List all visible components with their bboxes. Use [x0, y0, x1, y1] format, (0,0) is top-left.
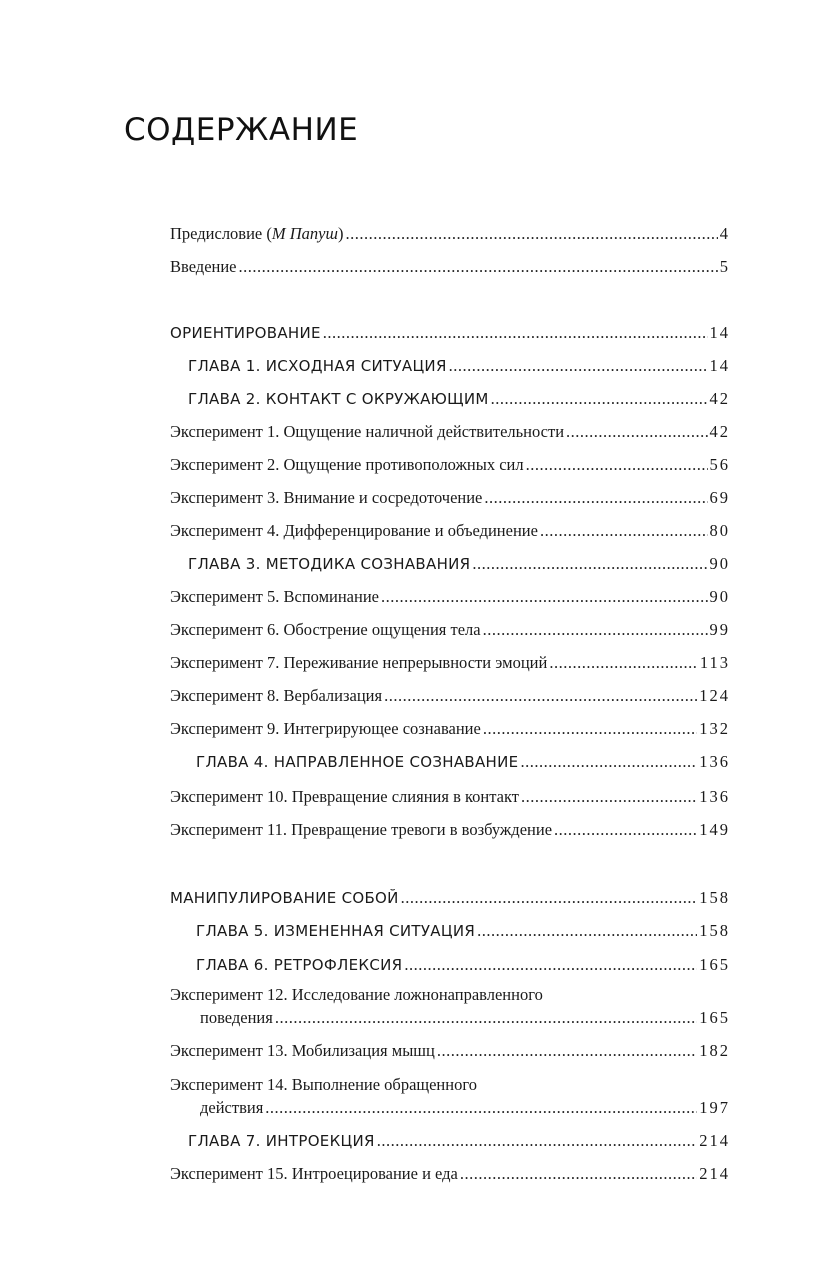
dot-leader [377, 1131, 698, 1151]
dot-leader [345, 224, 717, 244]
toc-entry-label: Эксперимент 15. Интроецирование и еда [170, 1164, 458, 1183]
toc-entry-label: ГЛАВА 4. НАПРАВЛЕННОЕ СОЗНАВАНИЕ [196, 753, 519, 771]
toc-page-number: 4 [719, 224, 730, 243]
toc-entry-label: Эксперимент 2. Ощущение противоположных сил [170, 455, 524, 474]
toc-page-number: 182 [699, 1041, 730, 1060]
dot-leader [239, 257, 718, 277]
toc-entry-label: Эксперимент 8. Вербализация [170, 686, 383, 705]
toc-experiment-13[interactable] [170, 1041, 728, 1061]
toc-page-number: 197 [699, 1098, 730, 1117]
toc-entry-introduction[interactable] [170, 257, 728, 277]
dot-leader [566, 422, 707, 442]
toc-page-number: 80 [709, 521, 730, 540]
toc-entry-label: ГЛАВА 5. ИЗМЕНЕННАЯ СИТУАЦИЯ [196, 922, 476, 940]
toc-chapter-4[interactable] [196, 752, 728, 772]
toc-entry-label: ГЛАВА 1. ИСХОДНАЯ СИТУАЦИЯ [188, 357, 447, 375]
toc-experiment-8[interactable] [170, 686, 728, 706]
toc-chapter-3[interactable] [188, 554, 728, 574]
dot-leader [384, 686, 697, 706]
toc-entry-preface[interactable] [170, 224, 728, 244]
toc-part-orientation[interactable] [170, 323, 728, 343]
toc-entry-label: Эксперимент 5. Вспоминание [170, 587, 379, 606]
toc-chapter-2[interactable] [188, 389, 728, 409]
toc-page-number: 113 [699, 653, 730, 672]
toc-page-number: 136 [699, 752, 730, 771]
dot-leader [491, 389, 708, 409]
dot-leader [477, 921, 697, 941]
toc-page-number: 56 [709, 455, 730, 474]
toc-page-number: 14 [709, 356, 730, 375]
dot-leader [275, 1008, 697, 1028]
toc-page-number: 90 [709, 587, 730, 606]
toc-entry-label: ГЛАВА 7. ИНТРОЕКЦИЯ [188, 1132, 375, 1150]
dot-leader [526, 455, 708, 475]
toc-experiment-4[interactable] [170, 521, 728, 541]
toc-page-number: 158 [699, 921, 730, 940]
toc-page-number: 165 [699, 955, 730, 974]
toc-page-number: 90 [709, 554, 730, 573]
toc-page-number: 136 [699, 787, 730, 806]
toc-entry-label: действия [200, 1098, 264, 1117]
toc-page-number: 42 [709, 422, 730, 441]
toc-entry-label: Предисловие (М Папуш) [170, 224, 344, 243]
toc-experiment-1[interactable] [170, 422, 728, 442]
toc-experiment-7[interactable] [170, 653, 728, 673]
toc-entry-label: ГЛАВА 3. МЕТОДИКА СОЗНАВАНИЯ [188, 555, 471, 573]
dot-leader [483, 719, 697, 739]
toc-experiment-12[interactable] [200, 1008, 728, 1028]
toc-experiment-14[interactable] [200, 1098, 728, 1118]
toc-chapter-7[interactable] [188, 1131, 728, 1151]
toc-experiment-15[interactable] [170, 1164, 728, 1184]
page-title: СОДЕРЖАНИЕ [124, 112, 359, 148]
toc-experiment-9[interactable] [170, 719, 728, 739]
toc-page-number: 14 [709, 323, 730, 342]
toc-page-number: 69 [709, 488, 730, 507]
toc-experiment-6[interactable] [170, 620, 728, 640]
toc-entry-label: МАНИПУЛИРОВАНИЕ СОБОЙ [170, 889, 399, 907]
dot-leader [520, 752, 697, 772]
dot-leader [472, 554, 707, 574]
toc-experiment-10[interactable] [170, 787, 728, 807]
dot-leader [483, 620, 708, 640]
toc-entry-label: Введение [170, 257, 237, 276]
toc-entry-label: Эксперимент 13. Мобилизация мышц [170, 1041, 435, 1060]
toc-entry-label: Эксперимент 7. Переживание непрерывности эмоций [170, 653, 548, 672]
dot-leader [437, 1041, 697, 1061]
toc-entry-label: Эксперимент 11. Превращение тревоги в возбуждение [170, 820, 553, 839]
toc-entry-label-first-line: Эксперимент 14. Выполнение обращенного [170, 1075, 477, 1094]
toc-chapter-6[interactable] [196, 955, 728, 975]
toc-page-number: 214 [699, 1164, 730, 1183]
dot-leader [401, 888, 698, 908]
toc-entry-label: поведения [200, 1008, 273, 1027]
toc-entry-label: ОРИЕНТИРОВАНИЕ [170, 324, 321, 342]
dot-leader [449, 356, 708, 376]
toc-page-number: 165 [699, 1008, 730, 1027]
toc-chapter-5[interactable] [196, 921, 728, 941]
toc-entry-label: Эксперимент 1. Ощущение наличной действительности [170, 422, 565, 441]
toc-experiment-2[interactable] [170, 455, 728, 475]
toc-page-number: 124 [699, 686, 730, 705]
toc-page-number: 132 [699, 719, 730, 738]
toc-entry-label: Эксперимент 9. Интегрирующее сознавание [170, 719, 481, 738]
dot-leader [521, 787, 697, 807]
dot-leader [549, 653, 698, 673]
toc-entry-label: Эксперимент 3. Внимание и сосредоточение [170, 488, 483, 507]
dot-leader [460, 1164, 697, 1184]
dot-leader [554, 820, 697, 840]
dot-leader [484, 488, 707, 508]
toc-page-number: 5 [719, 257, 730, 276]
toc-entry-label: ГЛАВА 6. РЕТРОФЛЕКСИЯ [196, 956, 403, 974]
toc-page-number: 42 [709, 389, 730, 408]
toc-entry-label: Эксперимент 10. Превращение слияния в контакт [170, 787, 519, 806]
toc-entry-label-first-line: Эксперимент 12. Исследование ложнонаправленного [170, 985, 543, 1004]
toc-page-number: 214 [699, 1131, 730, 1150]
toc-page-number: 158 [699, 888, 730, 907]
toc-experiment-3[interactable] [170, 488, 728, 508]
dot-leader [404, 955, 697, 975]
dot-leader [265, 1098, 697, 1118]
dot-leader [381, 587, 708, 607]
toc-entry-label: ГЛАВА 2. КОНТАКТ С ОКРУЖАЮЩИМ [188, 390, 489, 408]
toc-page-number: 99 [709, 620, 730, 639]
dot-leader [540, 521, 708, 541]
toc-entry-label: Эксперимент 4. Дифференцирование и объединение [170, 521, 538, 540]
toc-entry-label: Эксперимент 6. Обострение ощущения тела [170, 620, 481, 639]
toc-chapter-1[interactable] [188, 356, 728, 376]
dot-leader [323, 323, 708, 343]
toc-experiment-11[interactable] [170, 820, 728, 840]
toc-part-self-manipulation[interactable] [170, 888, 728, 908]
toc-page-number: 149 [699, 820, 730, 839]
toc-experiment-5[interactable] [170, 587, 728, 607]
